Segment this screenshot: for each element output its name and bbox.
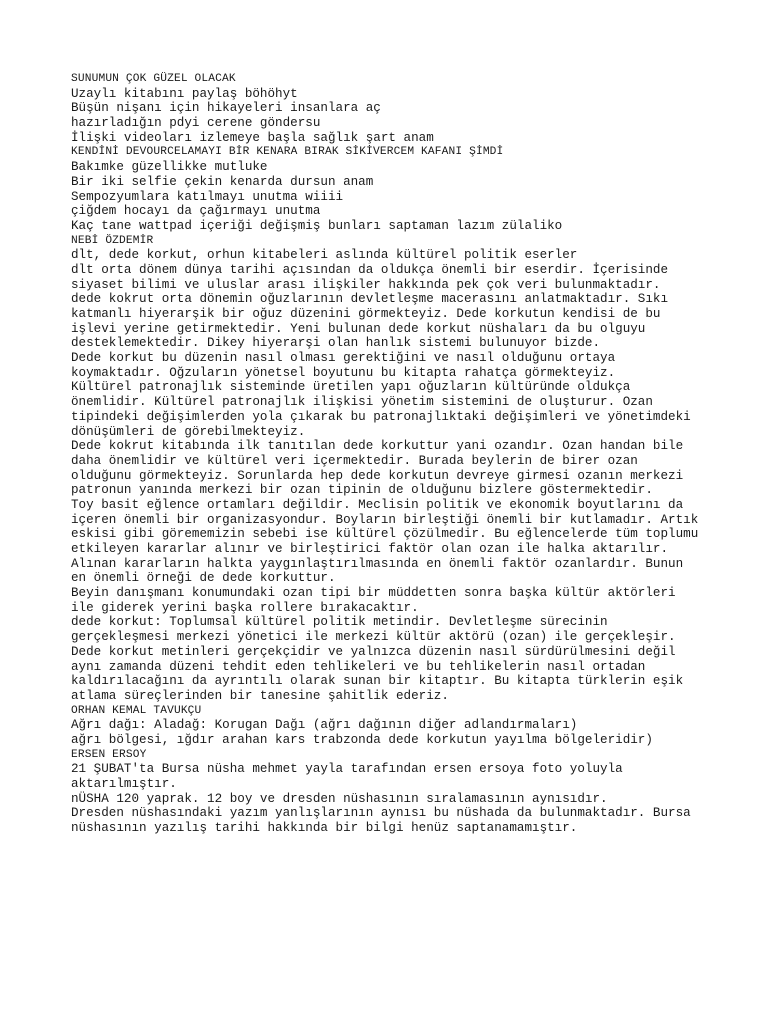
text-line: dlt orta dönem dünya tarihi açısından da oldukça önemli bir eserdir. İçerisinde: [71, 262, 669, 277]
text-line: etkileyen kararlar alınır ve birleştirici faktör olan ozan ile halka aktarılır.: [71, 542, 669, 556]
text-line: siyaset bilimi ve uluslar arası ilişkiler hakkında pek çok veri bulunmaktadır.: [71, 277, 661, 292]
text-line: Toy basit eğlence ortamları değildir. Meclisin politik ve ekonomik boyutlarını da: [71, 497, 684, 512]
text-line: işlevi yerine getirmektedir. Yeni bulunan dede korkut nüshaları da bu olguyu: [71, 321, 646, 336]
text-line: dede kokrut orta dönemin oğuzlarının devletleşme macerasını anlatmaktadır. Sıkı: [71, 292, 669, 307]
text-line: Kültürel patronajlık sisteminde üretilen yapı oğuzların kültüründe oldukça: [71, 380, 631, 395]
text-line: Bir iki selfie çekin kenarda dursun anam: [71, 174, 374, 189]
text-line: olduğunu görmekteyiz. Sorunlarda hep dede korkutun devreye girmesi ozanın merkezi: [71, 468, 684, 483]
text-line: desteklemektedir. Dikey hiyerarşi olan hanlık sistemi bulunuyor bizde.: [71, 336, 601, 351]
text-line: nÜSHA 120 yaprak. 12 boy ve dresden nüshasının sıralamasının aynısıdır.: [71, 791, 608, 806]
text-line: Ağrı dağı: Aladağ: Korugan Dağı (ağrı dağının diğer adlandırmaları): [71, 718, 578, 733]
text-line: atlama süreçlerinden bir tanesine şahitlik ederiz.: [71, 688, 449, 703]
text-line: Dresden nüshasındaki yazım yanlışlarının aynısı bu nüshada da bulunmaktadır. Bursa: [71, 806, 691, 821]
text-line: en önemli örneği de dede korkuttur.: [71, 571, 336, 586]
text-line: Dede korkut bu düzenin nasıl olması gerektiğini ve nasıl olduğunu ortaya: [71, 351, 616, 366]
text-line: Bakımke güzellikke mutluke: [71, 160, 268, 175]
section-heading: SUNUMUN ÇOK GÜZEL OLACAK: [71, 73, 236, 85]
text-line: katmanlı hiyerarşik bir oğuz düzenini görmekteyiz. Dede korkutun kendisi de bu: [71, 307, 661, 321]
text-line: dede korkut: Toplumsal kültürel politik metindir. Devletleşme sürecinin: [71, 615, 608, 630]
text-line: patronun yanında merkezi bir ozan tipinin de olduğunu bizlere göstermektedir.: [71, 483, 653, 498]
text-line: Sempozyumlara katılmayı unutma wiiii: [71, 189, 344, 204]
text-line: çiğdem hocayı da çağırmayı unutma: [71, 204, 321, 219]
text-line: önemlidir. Kültürel patronajlık ilişkisi yönetim sistemini de oluşturur. Ozan: [71, 395, 653, 410]
text-line: daha önemlidir ve kültürel veri içermektedir. Burada beylerin de birer ozan: [71, 453, 638, 468]
text-line: dönüşümleri de görebilmekteyiz.: [71, 424, 306, 439]
text-line: 21 ŞUBAT'ta Bursa nüsha mehmet yayla tarafından ersen ersoya foto yoluyla: [71, 762, 623, 777]
text-line: aynı zamanda düzeni tehdit eden tehlikeleri ve bu tehlikelerin nasıl ortadan: [71, 659, 646, 674]
text-line: nüshasının yazılış tarihi hakkında bir bilgi henüz saptanamamıştır.: [71, 821, 578, 836]
text-line: Uzaylı kitabını paylaş böhöhyt: [71, 86, 298, 101]
section-heading: KENDİNİ DEVOURCELAMAYI BİR KENARA BIRAK SİKİVERCEM KAFANI ŞİMDİ: [71, 146, 504, 159]
text-line: Alınan kararların halkta yaygınlaştırılmasında en önemli faktör ozanlardır. Bunun: [71, 556, 684, 571]
text-line: ile giderek yerini başka rollere bırakacaktır.: [71, 600, 419, 615]
text-line: dlt, dede korkut, orhun kitabeleri aslında kültürel politik eserler: [71, 248, 578, 263]
text-line: koymaktadır. Oğzuların yönetsel boyutunu bu kitapta rahatça görmekteyiz.: [71, 365, 616, 380]
text-line: Beyin danışmanı konumundaki ozan tipi bir müddetten sonra başka kültür aktörleri: [71, 586, 676, 601]
text-line: kaldırılacağını da ayrıntılı olarak sunan bir kitaptır. Bu kitapta türklerin eşik: [71, 674, 684, 689]
document-page: [71, 72, 731, 836]
section-heading: ORHAN KEMAL TAVUKÇU: [71, 704, 202, 717]
text-line: içeren önemli bir organizasyondur. Boyların birleştiği önemli bir kutlamadır. Artık: [71, 512, 699, 527]
text-line: ağrı bölgesi, ığdır arahan kars trabzonda dede korkutun yayılma bölgeleridir): [71, 732, 653, 747]
section-heading: ERSEN ERSOY: [71, 748, 147, 761]
text-line: tipindeki değişimlerden yola çıkarak bu patronajlıktaki değişimleri ve yönetimdeki: [71, 409, 691, 424]
text-line: Kaç tane wattpad içeriği değişmiş bunları saptaman lazım zülaliko: [71, 218, 563, 233]
text-line: gerçekleşmesi merkezi yönetici ile merkezi kültür aktörü (ozan) ile gerçekleşir.: [71, 630, 676, 645]
text-line: aktarılmıştır.: [71, 777, 177, 791]
text-line: Dede korkut metinleri gerçekçidir ve yalnızca düzenin nasıl sürdürülmesini değil: [71, 644, 676, 659]
text-line: Büşün nişanı için hikayeleri insanlara aç: [71, 101, 381, 116]
section-heading: NEBİ ÖZDEMİR: [71, 234, 154, 247]
text-line: İlişki videoları izlemeye başla sağlık şart anam: [71, 130, 434, 145]
text-line: Dede kokrut kitabında ilk tanıtılan dede korkuttur yani ozandır. Ozan handan bile: [71, 439, 684, 454]
text-line: eskisi gibi görememizin sebebi ise kültürel çözülmedir. Bu eğlencelerde tüm toplumu: [71, 527, 699, 542]
text-line: hazırladığın pdyi cerene göndersu: [71, 116, 321, 131]
